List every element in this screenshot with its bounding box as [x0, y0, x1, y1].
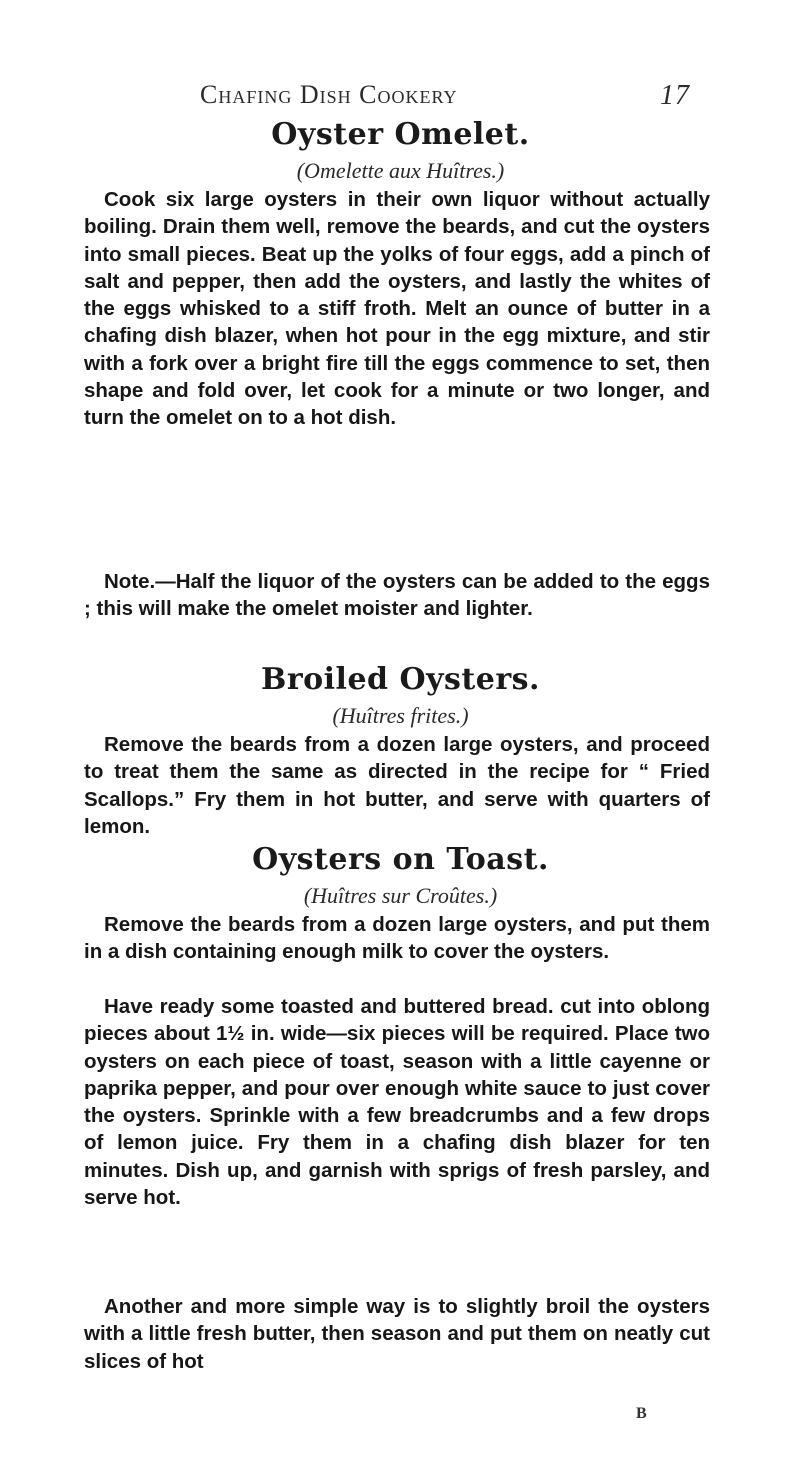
recipe-paragraph: Another and more simple way is to slightly broil the oysters with a little fresh butter, then season and put them on neatly cut slices of hot [84, 1295, 710, 1373]
recipe-paragraph: Cook six large oysters in their own liquor without actually boiling. Drain them well, remove the beards, and cut the oysters into small pieces. Beat up the yolks of four eggs, add a pinch of salt and pepper, then add the oysters, and lastly the whites of the eggs whisked to a stiff froth. Melt an ounce of butter in a chafing dish blazer, when hot pour in the egg mixture, and stir with a fork over a bright fire till the eggs commence to set, then shape and fold over, let cook for a minute or two longer, and turn the omelet on to a hot dish. [84, 188, 710, 430]
signature-mark: B [636, 1405, 647, 1422]
recipe-subtitle-oyster-omelet: (Omelette aux Huîtres.) [296, 158, 505, 183]
recipe-subtitle-broiled-oysters: (Huîtres frites.) [332, 703, 469, 728]
page-number: 17 [660, 80, 690, 111]
recipe-note: Note.—Half the liquor of the oysters can be added to the eggs ; this will make the omelet moister and lighter. [84, 570, 710, 621]
recipe-paragraph: Have ready some toasted and buttered bread. cut into oblong pieces about 1½ in. wide—six pieces will be required. Place two oysters on each piece of toast, season with a little cayenne or paprika pepper, and pour over enough white sauce to just cover the oysters. Sprinkle with a few breadcrumbs and a few drops of lemon juice. Fry them in a chafing dish blazer for ten minutes. Dish up, and garnish with sprigs of fresh parsley, and serve hot. [84, 995, 710, 1210]
running-head [200, 80, 690, 120]
running-head-title: Chafing Dish Cookery [200, 80, 458, 109]
recipe-title-broiled-oysters: Broiled Oysters. [260, 662, 540, 697]
recipe-paragraph: Remove the beards from a dozen large oysters, and proceed to treat them the same as directed in the recipe for “ Fried Scallops.” Fry them in hot butter, and serve with quarters of lemon. [84, 733, 710, 838]
recipe-paragraph: Remove the beards from a dozen large oysters, and put them in a dish containing enough milk to cover the oysters. [84, 913, 710, 964]
recipe-title-oysters-on-toast: Oysters on Toast. [252, 842, 549, 877]
recipe-title-oyster-omelet: Oyster Omelet. [271, 117, 530, 152]
recipe-subtitle-oysters-on-toast: (Huîtres sur Croûtes.) [303, 883, 498, 908]
